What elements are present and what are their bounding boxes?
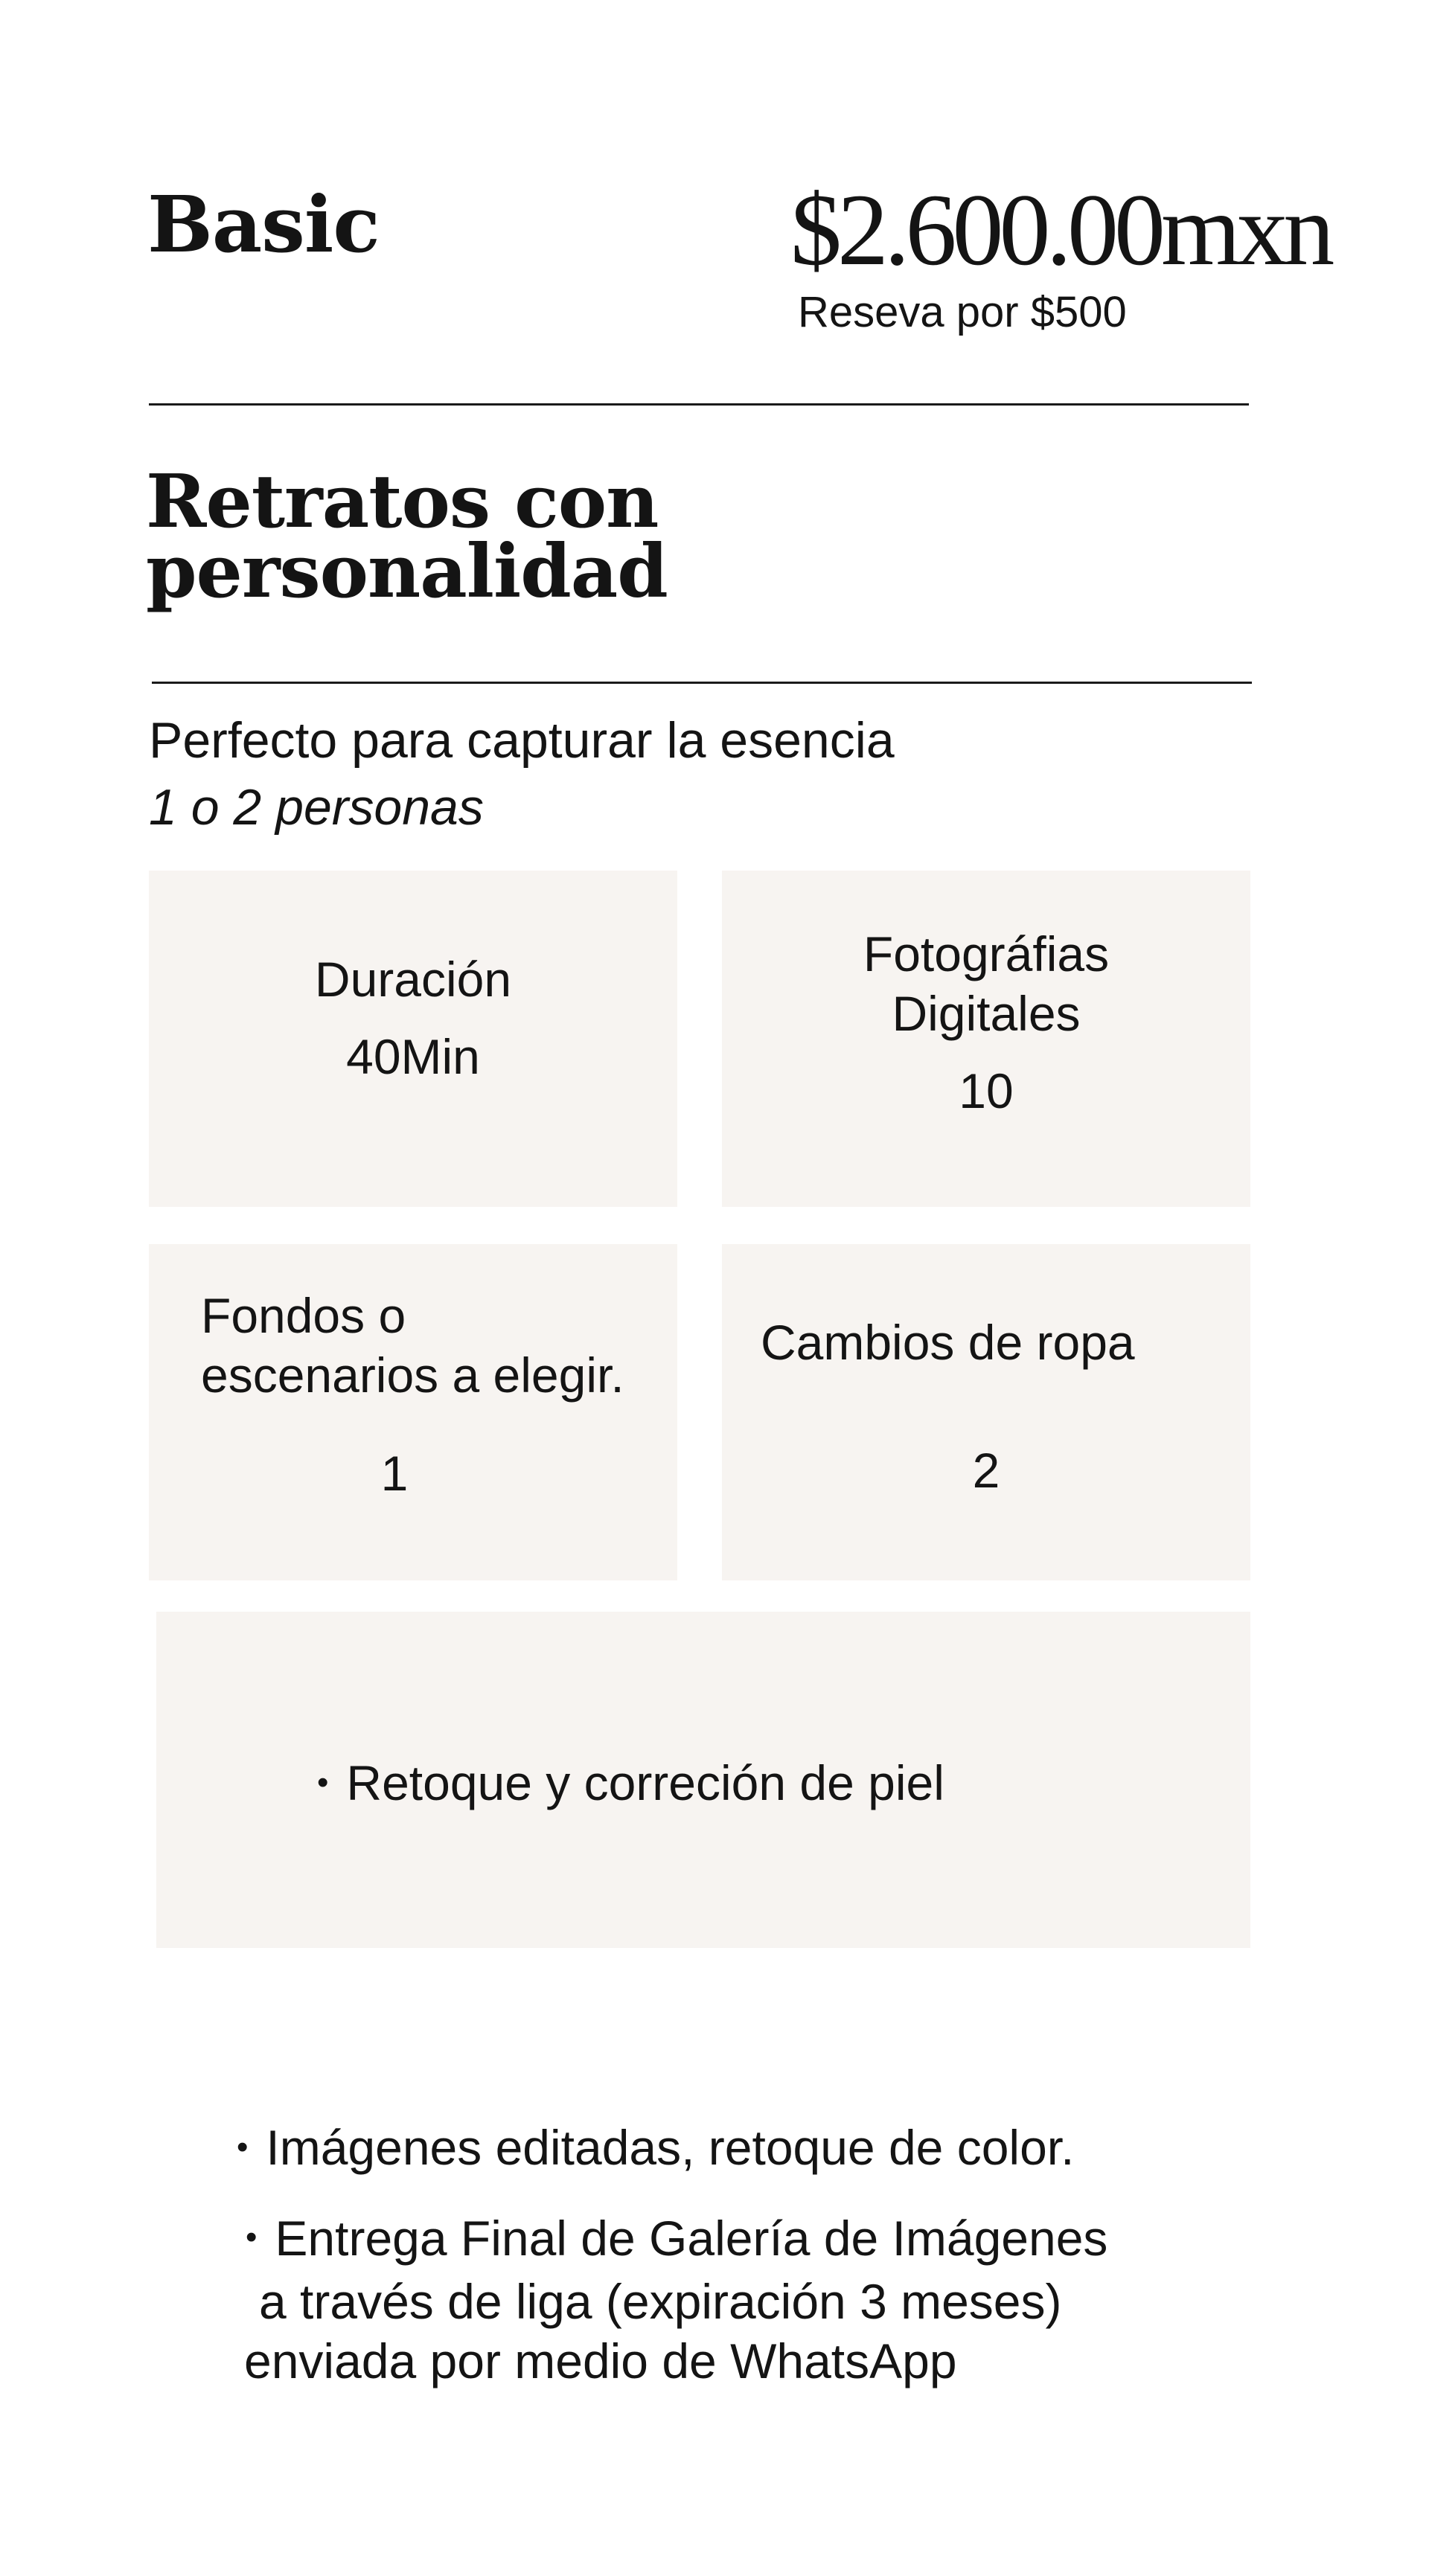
- delivery-line-2: a través de liga (expiración 3 meses): [259, 2274, 1062, 2330]
- photos-label-line-1: Fotográfias: [863, 926, 1110, 981]
- outfits-card: [722, 1244, 1250, 1580]
- retouch-text: Retoque y correción de piel: [346, 1755, 944, 1810]
- extra-item-editing: [237, 2118, 1353, 2182]
- duration-card: [149, 871, 677, 1207]
- delivery-line-3: enviada por medio de WhatsApp: [244, 2333, 957, 2389]
- extras-list: [237, 2118, 1353, 2391]
- bullet-icon: •: [246, 2219, 258, 2256]
- package-headline: [146, 459, 965, 615]
- bullet-icon: •: [317, 1763, 329, 1801]
- backgrounds-value: 1: [380, 1446, 409, 1501]
- headline-line-2: personalidad: [146, 529, 668, 615]
- photos-label: [863, 926, 1109, 1041]
- photos-card: [722, 871, 1250, 1207]
- divider-bottom: [152, 682, 1252, 684]
- divider-top: [149, 403, 1249, 406]
- backgrounds-label-line-2: escenarios a elegir.: [201, 1348, 624, 1403]
- extra-item-editing-text: Imágenes editadas, retoque de color.: [266, 2120, 1075, 2175]
- retouch-item: [317, 1753, 944, 1817]
- deposit-text: Reseva por $500: [798, 288, 1127, 336]
- retouch-card: [156, 1612, 1250, 1948]
- extra-item-delivery: [237, 2208, 1353, 2391]
- people-count: 1 o 2 personas: [149, 779, 484, 836]
- description-text: Perfecto para capturar la esencia: [149, 712, 895, 769]
- duration-value: 40Min: [346, 1029, 480, 1084]
- backgrounds-label-line-1: Fondos o: [201, 1288, 406, 1343]
- photos-label-line-2: Digitales: [892, 986, 1081, 1041]
- outfits-value: 2: [972, 1443, 1000, 1498]
- bullet-icon: •: [237, 2128, 249, 2165]
- photos-value: 10: [959, 1063, 1014, 1118]
- delivery-line-1-text: Entrega Final de Galería de Imágenes: [275, 2210, 1108, 2266]
- delivery-line-1: [237, 2208, 1353, 2272]
- backgrounds-card: [149, 1244, 677, 1580]
- duration-label: Duración: [314, 952, 512, 1007]
- backgrounds-label: [201, 1286, 677, 1405]
- headline-line-1: Retratos con: [146, 459, 659, 545]
- package-description: [149, 707, 895, 841]
- plan-name: Basic: [147, 179, 380, 270]
- plan-price: $2.600.00mxn: [790, 173, 1331, 286]
- outfits-label: Cambios de ropa: [761, 1315, 1135, 1370]
